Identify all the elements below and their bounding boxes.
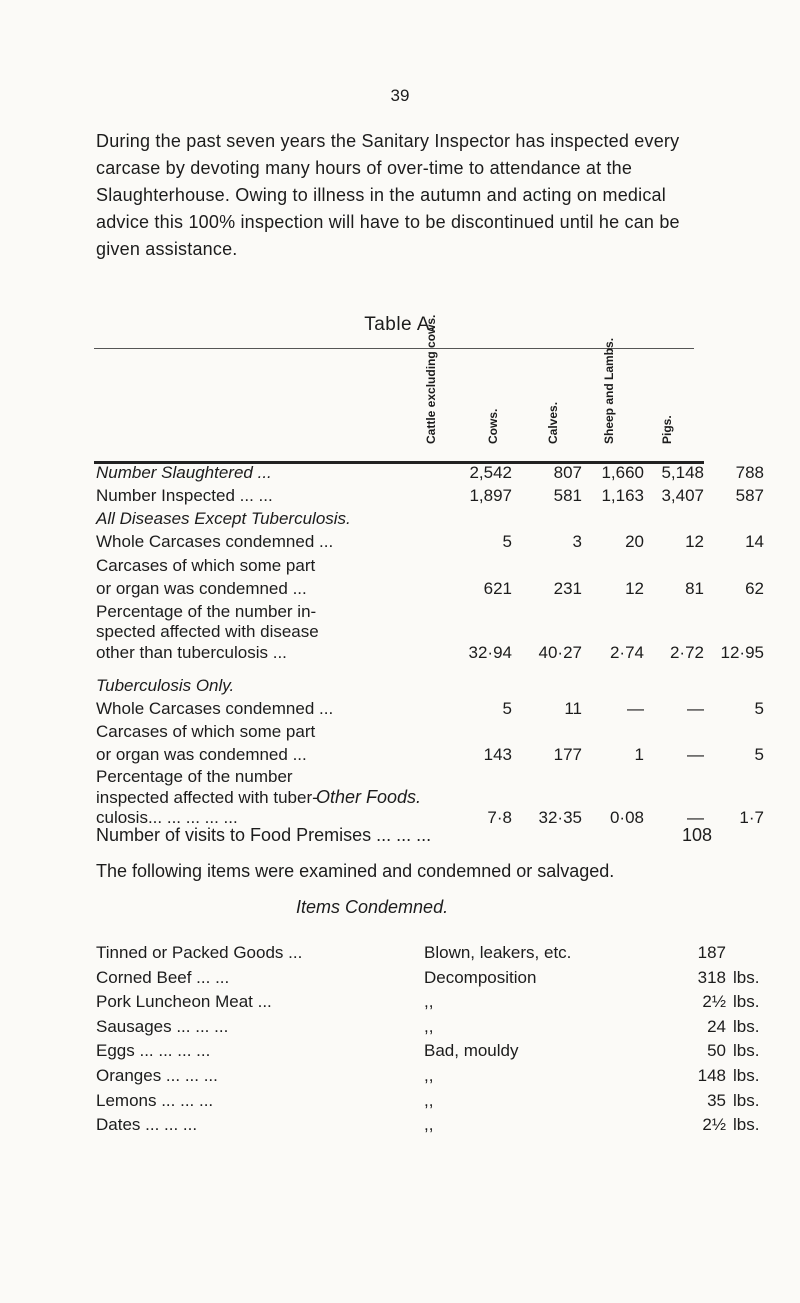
- row-value: 14: [745, 532, 764, 552]
- other-foods-heading: Other Foods.: [316, 787, 422, 807]
- item-unit: lbs.: [733, 1090, 760, 1110]
- row-label: other than tuberculosis ...: [96, 642, 287, 662]
- item-name: Corned Beef ... ...: [96, 967, 230, 987]
- page-number: 39: [390, 86, 410, 105]
- item-quantity: 318: [697, 967, 726, 987]
- item-reason: ,,: [424, 1066, 434, 1085]
- row-label: Number Inspected ... ...: [96, 486, 273, 506]
- item-quantity: 24: [707, 1016, 726, 1036]
- items-condemned-heading: Items Condemned.: [296, 897, 449, 917]
- table-title: Table A.: [364, 314, 436, 335]
- column-header-sheep: Sheep and Lambs.: [602, 337, 616, 444]
- item-quantity: 2½: [702, 992, 726, 1012]
- column-header-pigs: Pigs.: [660, 415, 674, 444]
- row-value: 807: [553, 463, 582, 483]
- item-reason: Blown, leakers, etc.: [424, 943, 572, 962]
- item-reason: Bad, mouldy: [424, 1041, 519, 1061]
- item-name: Sausages ... ... ...: [96, 1016, 229, 1036]
- row-value: 1,660: [601, 463, 644, 483]
- row-value: 32·94: [468, 642, 512, 662]
- item-reason: Decomposition: [424, 967, 537, 987]
- row-value: 2·72: [669, 642, 704, 662]
- row-value: 581: [553, 486, 582, 506]
- item-quantity: 2½: [702, 1115, 726, 1135]
- row-value: 2,542: [469, 463, 512, 483]
- row-value: 1·7: [739, 808, 764, 828]
- row-value: 3: [572, 532, 582, 552]
- row-value: 5: [502, 532, 512, 552]
- row-value: 62: [745, 578, 764, 598]
- item-reason: ,,: [424, 1090, 434, 1110]
- column-header-calves: Calves.: [546, 401, 560, 444]
- item-reason: ,,: [424, 1115, 434, 1135]
- row-label: All Diseases Except Tuberculosis.: [96, 509, 351, 529]
- item-name: Eggs ... ... ... ...: [96, 1041, 211, 1061]
- item-unit: lbs.: [733, 967, 760, 987]
- row-label: Whole Carcases condemned ...: [96, 698, 334, 718]
- row-label: Tuberculosis Only.: [96, 675, 235, 695]
- row-value: 5,148: [661, 463, 704, 483]
- row-value: 177: [553, 745, 582, 765]
- row-value: 587: [735, 486, 764, 506]
- row-label: culosis... ... ... ... ...: [96, 808, 238, 828]
- row-value: 231: [553, 578, 582, 598]
- row-value: 7·8: [487, 808, 512, 828]
- item-name: Tinned or Packed Goods ...: [96, 943, 303, 962]
- item-unit: lbs.: [733, 1041, 760, 1061]
- row-value: —: [687, 745, 704, 765]
- row-value: 11: [564, 698, 582, 718]
- row-label: inspected affected with tuber-: [96, 787, 318, 807]
- row-value: 1,163: [601, 486, 644, 506]
- column-header-cows: Cows.: [486, 408, 500, 444]
- item-quantity: 187: [697, 943, 726, 962]
- row-label: Percentage of the number: [96, 767, 293, 787]
- item-unit: lbs.: [733, 1115, 760, 1135]
- row-value: —: [687, 808, 704, 828]
- item-unit: lbs.: [733, 1066, 760, 1085]
- item-quantity: 50: [707, 1041, 726, 1061]
- row-value: 0·08: [609, 808, 644, 828]
- row-label: Number Slaughtered ...: [96, 463, 272, 483]
- item-name: Lemons ... ... ...: [96, 1090, 214, 1110]
- row-value: 12·95: [720, 642, 764, 662]
- row-label: or organ was condemned ...: [96, 578, 307, 598]
- row-value: 12: [625, 578, 644, 598]
- row-value: 788: [735, 463, 764, 483]
- row-value: 20: [625, 532, 644, 552]
- item-quantity: 148: [697, 1066, 726, 1085]
- row-value: 1,897: [469, 486, 512, 506]
- visits-label: Number of visits to Food Premises ... ... ...: [96, 825, 432, 845]
- following-text: The following items were examined and condemned or salvaged.: [96, 861, 615, 881]
- row-label: Whole Carcases condemned ...: [96, 532, 334, 552]
- row-value: 5: [502, 698, 512, 718]
- row-label: Carcases of which some part: [96, 722, 316, 742]
- row-value: 2·74: [609, 642, 644, 662]
- row-value: 1: [634, 745, 644, 765]
- row-value: —: [687, 698, 704, 718]
- item-unit: lbs.: [733, 1016, 760, 1036]
- intro-paragraph: During the past seven years the Sanitary Inspector has inspected every carcase by devoting many hours of over-time to attendance at the Slaughterhouse. Owing to illness in the autumn and acting on medical advice this 100% inspection will have to be discontinued until he can be given assistance.: [96, 131, 680, 259]
- item-unit: lbs.: [733, 992, 760, 1012]
- row-label: Percentage of the number in-: [96, 601, 317, 621]
- row-label: Carcases of which some part: [96, 555, 316, 575]
- row-value: 12: [685, 532, 704, 552]
- item-name: Dates ... ... ...: [96, 1115, 198, 1135]
- row-label: spected affected with disease: [96, 622, 319, 642]
- visits-value: 108: [681, 825, 712, 845]
- item-quantity: 35: [707, 1090, 726, 1110]
- row-value: 40·27: [538, 642, 582, 662]
- row-value: 5: [754, 698, 764, 718]
- column-header-cattle: Cattle excluding cows.: [424, 314, 438, 444]
- row-value: 143: [483, 745, 512, 765]
- row-value: 3,407: [661, 486, 704, 506]
- row-value: 5: [754, 745, 764, 765]
- item-reason: ,,: [424, 1016, 434, 1036]
- row-value: 621: [483, 578, 512, 598]
- item-reason: ,,: [424, 992, 434, 1012]
- row-value: 32·35: [538, 808, 582, 828]
- row-value: 81: [685, 578, 704, 598]
- row-value: —: [627, 698, 644, 718]
- row-label: or organ was condemned ...: [96, 745, 307, 765]
- item-name: Oranges ... ... ...: [96, 1066, 218, 1085]
- item-name: Pork Luncheon Meat ...: [96, 992, 272, 1012]
